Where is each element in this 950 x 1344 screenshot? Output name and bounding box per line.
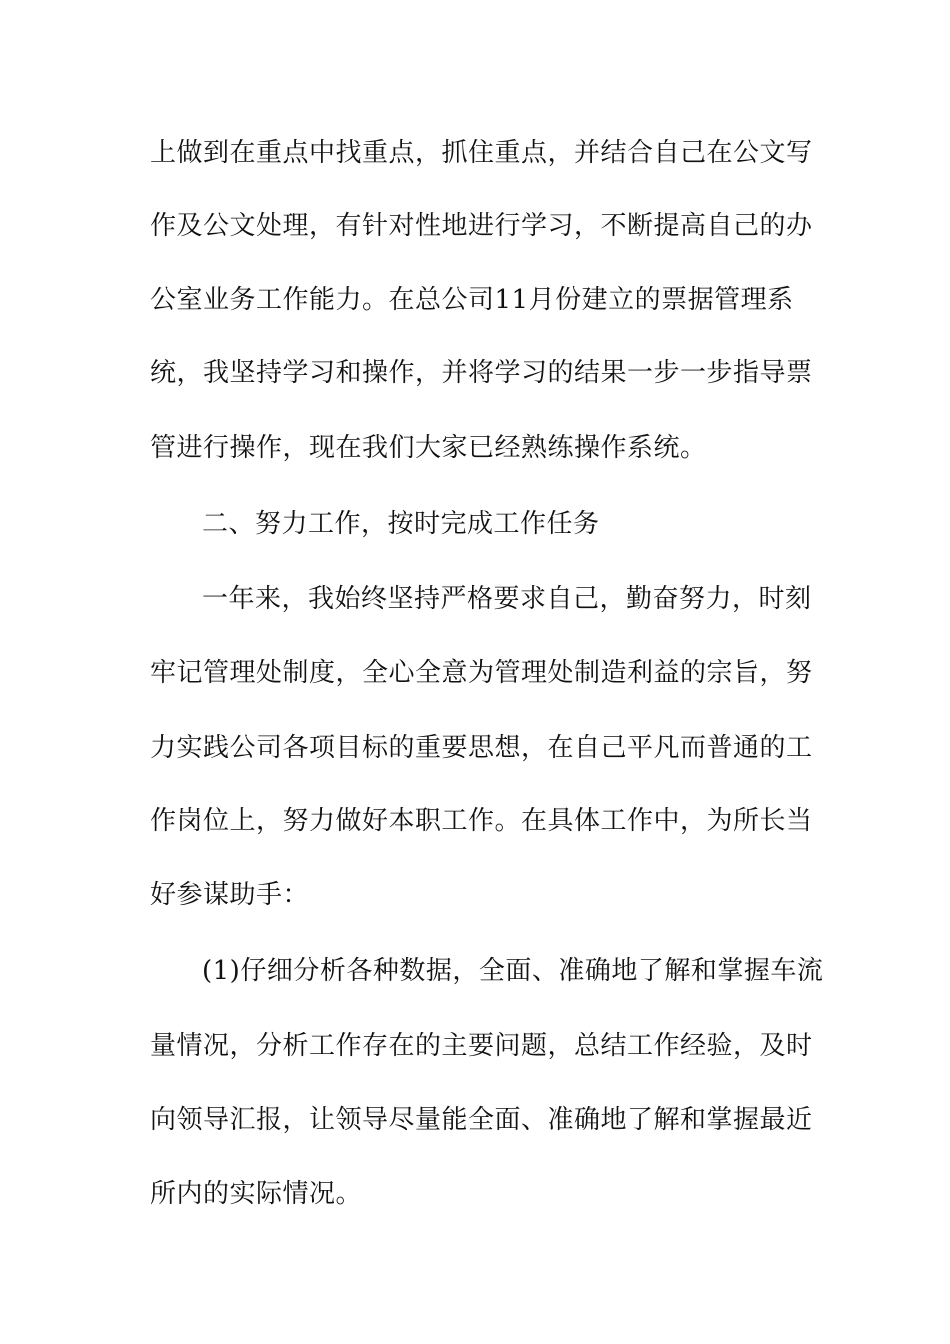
paragraph-1-line-2: 作及公文处理，有针对性地进行学习，不断提高自己的办 [150, 211, 813, 241]
paragraph-1-line-4: 统，我坚持学习和操作，并将学习的结果一步一步指导票 [150, 358, 813, 388]
paragraph-1-line-5: 管进行操作，现在我们大家已经熟练操作系统。 [150, 433, 707, 463]
paragraph-2-line-3: 力实践公司各项目标的重要思想，在自己平凡而普通的工 [150, 733, 813, 763]
paragraph-1-line-3: 公室业务工作能力。在总公司11月份建立的票据管理系 [150, 285, 794, 315]
paragraph-1-line-1: 上做到在重点中找重点，抓住重点，并结合自己在公文写 [150, 138, 813, 168]
paragraph-3-line-1: (1)仔细分析各种数据，全面、准确地了解和掌握车流 [202, 956, 824, 986]
paragraph-2-line-2: 牢记管理处制度，全心全意为管理处制造利益的宗旨，努 [150, 658, 813, 688]
paragraph-3-line-3: 向领导汇报，让领导尽量能全面、准确地了解和掌握最近 [150, 1105, 813, 1135]
paragraph-2-line-1: 一年来，我始终坚持严格要求自己，勤奋努力，时刻 [202, 584, 812, 614]
paragraph-3-line-2: 量情况，分析工作存在的主要问题，总结工作经验，及时 [150, 1031, 813, 1061]
paragraph-2-line-5: 好参谋助手： [150, 880, 310, 910]
paragraph-2-line-4: 作岗位上，努力做好本职工作。在具体工作中，为所长当 [150, 806, 813, 836]
section-heading-2: 二、努力工作，按时完成工作任务 [202, 509, 600, 539]
paragraph-3-line-4: 所内的实际情况。 [150, 1179, 363, 1209]
